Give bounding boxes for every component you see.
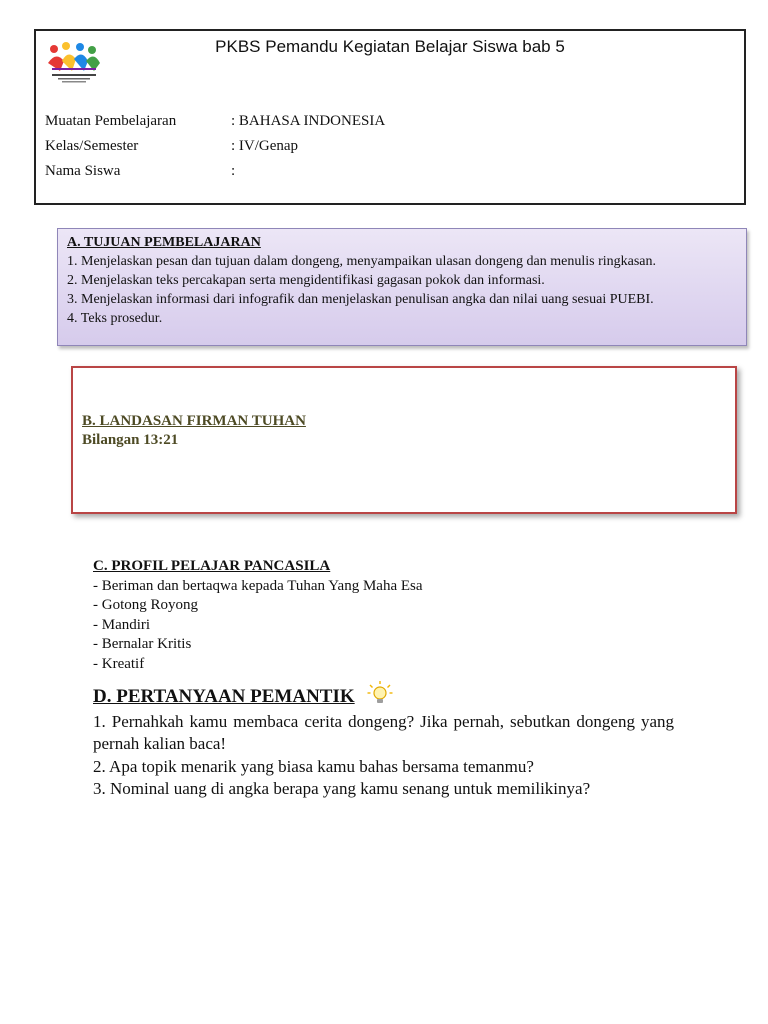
- section-a-heading: A. TUJUAN PEMBELAJARAN: [67, 235, 261, 250]
- section-b-heading: B. LANDASAN FIRMAN TUHAN: [82, 413, 306, 429]
- question-item: 1. Pernahkah kamu membaca cerita dongeng? Jika pernah, sebutkan dongeng yang pernah kalian baca!: [93, 711, 674, 753]
- learning-objectives-box: [57, 228, 747, 346]
- subject-label: Muatan Pembelajaran: [45, 113, 177, 129]
- profile-item: - Beriman dan bertaqwa kepada Tuhan Yang Maha Esa: [93, 577, 423, 594]
- student-name-value: :: [231, 163, 236, 179]
- profile-item: - Bernalar Kritis: [93, 636, 192, 652]
- trigger-questions-section: [93, 680, 674, 801]
- student-name-row: [45, 163, 235, 180]
- objective-item: 4. Teks prosedur.: [67, 311, 163, 326]
- profile-item: - Gotong Royong: [93, 597, 198, 613]
- scripture-verse: Bilangan 13:21: [82, 432, 179, 448]
- header-box: [34, 29, 746, 205]
- objective-item: 1. Menjelaskan pesan dan tujuan dalam dongeng, menyampaikan ulasan dongeng dan menulis ringkasan.: [67, 254, 657, 269]
- subject-value: : BAHASA INDONESIA: [231, 113, 386, 129]
- profile-item: - Kreatif: [93, 655, 145, 672]
- pancasila-profile-section: [93, 557, 423, 674]
- objective-item: 3. Menjelaskan informasi dari infografik dan menjelaskan penulisan angka dan nilai uang sesuai PUEBI.: [67, 292, 654, 307]
- profile-item: - Mandiri: [93, 616, 151, 633]
- class-row: [45, 138, 298, 155]
- page-title: PKBS Pemandu Kegiatan Belajar Siswa bab 5: [215, 37, 565, 56]
- section-c-heading: C. PROFIL PELAJAR PANCASILA: [93, 558, 331, 574]
- student-name-label: Nama Siswa: [45, 163, 121, 179]
- class-label: Kelas/Semester: [45, 138, 139, 154]
- scripture-box: [71, 366, 737, 514]
- question-item: 2. Apa topik menarik yang biasa kamu bahas bersama temanmu?: [93, 756, 534, 776]
- lightbulb-icon: [367, 680, 393, 706]
- class-value: : IV/Genap: [231, 138, 299, 154]
- objective-item: 2. Menjelaskan teks percakapan serta mengidentifikasi gagasan pokok dan informasi.: [67, 273, 545, 288]
- question-item: 3. Nominal uang di angka berapa yang kamu senang untuk memilikinya?: [93, 779, 591, 798]
- subject-row: [45, 113, 385, 130]
- section-d-heading: D. PERTANYAAN PEMANTIK: [93, 686, 355, 707]
